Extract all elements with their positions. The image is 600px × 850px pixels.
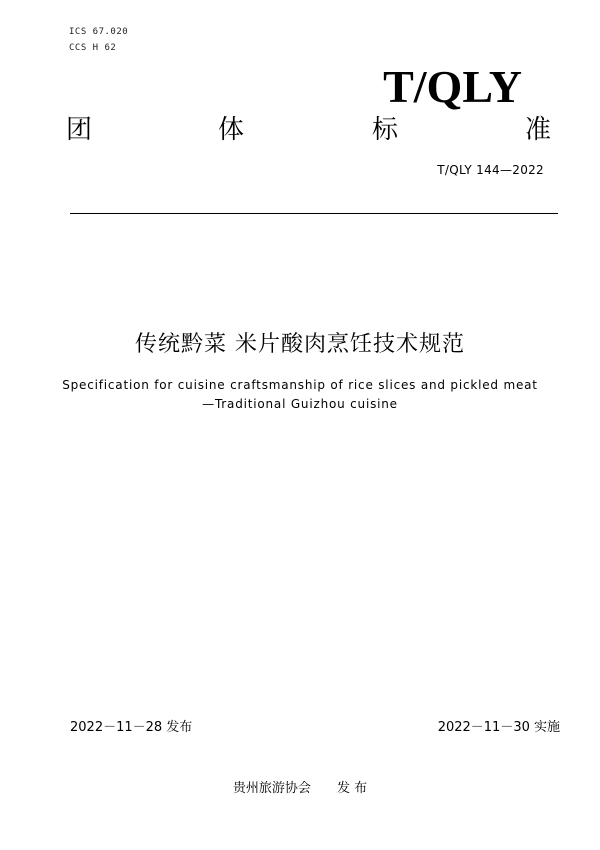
standard-type-char: 准 xyxy=(525,115,552,145)
publisher-action: 发 布 xyxy=(336,781,368,796)
title-english-line-1: Specification for cuisine craftsmanship of rice slices and pickled meat xyxy=(62,378,538,392)
header-divider xyxy=(70,213,558,214)
ccs-code: CCS H 62 xyxy=(69,43,117,53)
standard-type-char: 团 xyxy=(66,115,93,145)
publisher-name: 贵州旅游协会 xyxy=(232,781,311,796)
standard-type xyxy=(0,112,600,152)
implementation-date: 2022－11－30 实施 xyxy=(437,720,560,735)
title-english-line-2: —Traditional Guizhou cuisine xyxy=(202,397,398,411)
standard-type-char: 体 xyxy=(218,115,245,145)
document-number: T/QLY 144—2022 xyxy=(437,163,544,177)
title-chinese: 传统黔菜 米片酸肉烹饪技术规范 xyxy=(135,332,465,357)
standard-logo: T/QLY xyxy=(383,61,522,112)
publisher xyxy=(0,777,600,796)
issue-date: 2022－11－28 发布 xyxy=(70,720,193,735)
standard-type-char: 标 xyxy=(372,115,399,145)
ics-code: ICS 67.020 xyxy=(69,27,129,37)
